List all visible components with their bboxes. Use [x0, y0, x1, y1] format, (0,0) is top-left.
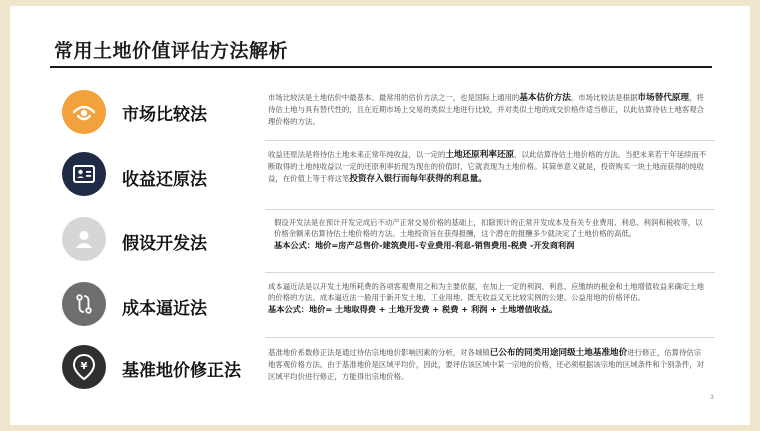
description-text: 市场比较法是土地估价中最基本、最常用的估价方法之一，也是国际上通用的: [268, 93, 520, 102]
description-text: 假设开发法是在预计开发完成后不动产正常交易价格的基础上，扣除预计的正常开发成本及有关专业费用、利息、利润和税收等，以价格余额来估算待估土地价格的方法。土地投资旨在获得报酬，这个潜在的报酬多少就决定了土地价格的高低。: [274, 218, 703, 239]
formula: 基本公式：地价= 土地取得费 + 土地开发费 + 税费 + 利润 + 土地增值收益。: [268, 303, 558, 314]
method-name: 成本逼近法: [122, 299, 207, 319]
row-divider: [265, 209, 715, 210]
description-text: ，将待估土地与具有替代性的，且在近期市场上交易的类似土地进行比较，并对类似土地的成交价格作适当修正，以此估算待估土地客观合理价格的方法。: [268, 93, 705, 126]
slide: [10, 6, 750, 425]
id-card-icon: [62, 152, 106, 196]
row-divider: [265, 337, 715, 338]
page-title: 常用土地价值评估方法解析: [54, 40, 289, 62]
emphasis-text: 已公布的同类用途同级土地基准地价: [489, 348, 628, 358]
description-text: 基准地价系数修正法是通过待估宗地地价影响因素的分析，对各城镇: [268, 348, 490, 357]
row-divider: [265, 140, 715, 141]
description-text: 。市场比较法是根据: [570, 93, 638, 102]
eye-icon: [62, 90, 106, 134]
description-text: 成本逼近法是以开发土地所耗费的各项客观费用之和为主要依据，在加上一定的利润、利息、应缴纳的税金和土地增值收益来确定土地的价格的方法。成本逼近法一般用于新开发土地、工业用地、既无收益又无比较实例的公建、公益用地的价格评估。: [268, 282, 705, 303]
method-description: [274, 217, 710, 251]
method-name: 收益还原法: [122, 170, 207, 190]
emphasis-text: 市场替代原理: [637, 93, 689, 103]
method-description: [268, 347, 708, 382]
emphasis-text: 投资存入银行而每年获得的利息量。: [349, 173, 487, 184]
description-text: 进行修正，估算待估宗地客观价格方法。由于基准地价是区域平均价，因此，要评估该区域中某一宗地的价格，还必须根据该宗地的区域条件和个别条件，对区域平均价进行修正，方能得出宗地价格。: [268, 348, 705, 381]
description-text: 收益还原法是将待估土地未来正常年纯收益，以一定的: [268, 150, 446, 159]
row-divider: [265, 272, 715, 273]
emphasis-text: 基本估价方法: [519, 93, 571, 103]
method-description: [268, 281, 708, 315]
route-icon: [62, 282, 106, 326]
method-description: [268, 149, 708, 185]
method-name: 假设开发法: [122, 234, 207, 254]
svg-text:¥: ¥: [80, 361, 88, 372]
method-name: 基准地价修正法: [122, 361, 241, 381]
formula: 基本公式：地价=房产总售价-建筑费用-专业费用-利息-销售费用-税费 -开发商利润: [274, 239, 575, 250]
yen-location-icon: [62, 345, 106, 389]
method-name: 市场比较法: [122, 105, 207, 125]
title-divider: [50, 66, 712, 68]
method-description: [268, 92, 708, 127]
user-icon: [62, 217, 106, 261]
description-text: ，以此估算待估土地价格的方法。当把未来若干年延续而不断取得的土地纯收益以一定的还原利率折现为现在的价值时，它就表现为土地价格。其简单意义就是，投资购买一块土地而获得的纯收益，在价值上等于将这笔: [268, 150, 707, 183]
emphasis-text: 土地还原利率还原: [445, 150, 515, 160]
page-number: 3: [710, 394, 714, 401]
